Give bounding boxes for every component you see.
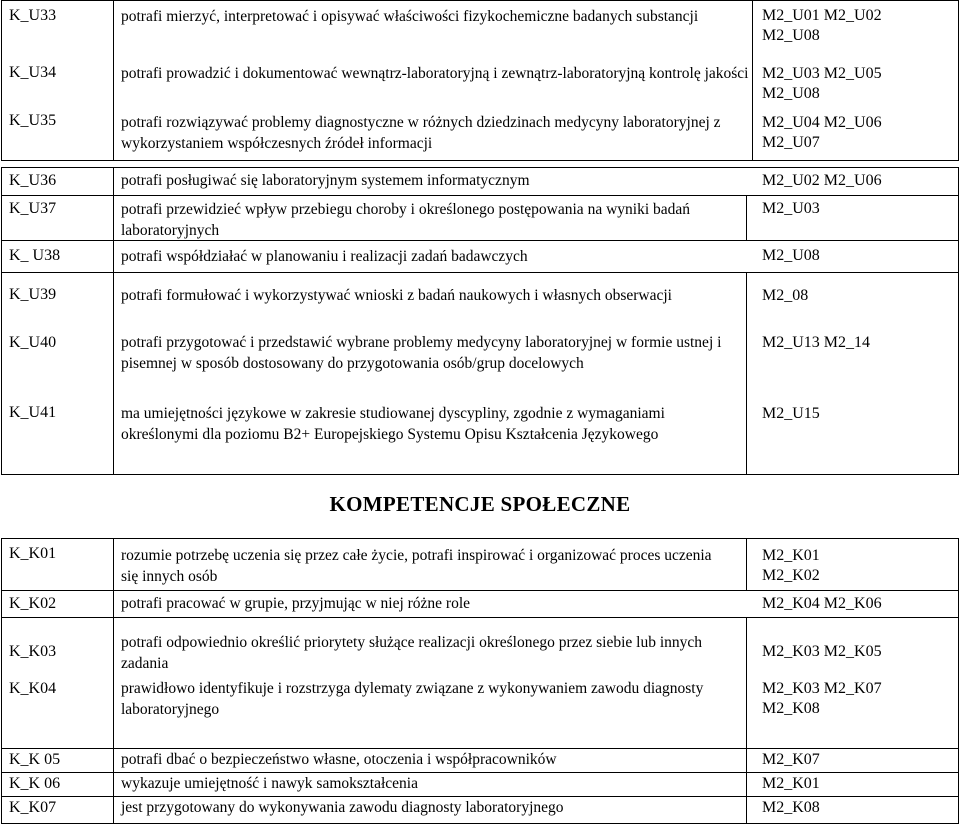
outcome-code: K_U37 <box>9 200 57 217</box>
outcome-description: ma umiejętności językowe w zakresie studiowanej dyscypliny, zgodnie z wymaganiami określonymi dla poziomu B2+ Europejskiego Systemu Opisu Kształcenia Językowego <box>121 405 665 443</box>
outcome-reference: M2_08 <box>762 287 809 304</box>
outcome-code: K_U33 <box>9 7 57 24</box>
outcome-reference: M2_K07 <box>762 751 820 768</box>
outcome-description: potrafi pracować w grupie, przyjmując w niej różne role <box>121 595 471 612</box>
row-divider <box>1 272 959 273</box>
outcome-reference: M2_K08 <box>762 799 820 816</box>
outcome-reference: M2_U03 M2_U05 M2_U08 <box>762 65 882 102</box>
outcome-reference: M2_K01 M2_K02 <box>762 547 820 584</box>
outcome-reference: M2_K04 M2_K06 <box>762 595 882 612</box>
outcome-description: potrafi rozwiązywać problemy diagnostyczne w różnych dziedzinach medycyny laboratoryjnej z wykorzystaniem współczesnych źródeł informacji <box>121 114 721 152</box>
outcome-description: jest przygotowany do wykonywania zawodu diagnosty laboratoryjnego <box>121 799 564 816</box>
outcome-code: K_U40 <box>9 334 57 351</box>
outcome-code: K_K07 <box>9 799 57 816</box>
outcome-code: K_K 05 <box>9 751 61 768</box>
outcome-code: K_U35 <box>9 112 57 129</box>
column-divider <box>746 195 747 240</box>
outcome-reference: M2_K01 <box>762 775 820 792</box>
column-divider <box>113 0 114 161</box>
outcome-description: potrafi formułować i wykorzystywać wnioski z badań naukowych i własnych obserwacji <box>121 287 672 304</box>
outcome-description: potrafi współdziałać w planowaniu i realizacji zadań badawczych <box>121 248 528 265</box>
column-divider <box>113 167 114 475</box>
outcome-code: K_U39 <box>9 286 57 303</box>
outcome-reference: M2_U08 <box>762 247 820 264</box>
column-divider <box>113 538 114 824</box>
outcome-code: K_K01 <box>9 545 57 562</box>
outcome-code: K_U34 <box>9 64 57 81</box>
row-divider <box>1 590 959 591</box>
section-heading: KOMPETENCJE SPOŁECZNE <box>329 492 631 516</box>
outcome-reference: M2_U02 M2_U06 <box>762 172 882 189</box>
column-divider <box>746 617 747 824</box>
outcome-reference: M2_U03 <box>762 200 820 217</box>
outcome-description: potrafi mierzyć, interpretować i opisywać właściwości fizykochemiczne badanych substancji <box>121 8 699 25</box>
outcome-description: wykazuje umiejętność i nawyk samokształcenia <box>121 775 418 792</box>
outcome-description: potrafi przygotować i przedstawić wybrane problemy medycyny laboratoryjnej w formie ustnej i pisemnej w sposób dostosowany do przygotowania osób/grup docelowych <box>121 334 722 372</box>
outcome-reference: M2_U01 M2_U02 M2_U08 <box>762 7 882 44</box>
outcome-reference: M2_U15 <box>762 405 820 422</box>
row-divider <box>1 617 959 618</box>
outcome-description: potrafi prowadzić i dokumentować wewnątrz-laboratoryjną i zewnątrz-laboratoryjną kontrolę jakości <box>121 65 749 82</box>
column-divider <box>752 0 753 161</box>
outcome-description: potrafi odpowiednio określić priorytety służące realizacji określonego przez siebie lub innych zadania <box>121 634 703 672</box>
column-divider <box>746 538 747 590</box>
outcome-description: potrafi dbać o bezpieczeństwo własne, otoczenia i współpracowników <box>121 751 557 768</box>
outcome-description: rozumie potrzebę uczenia się przez całe życie, potrafi inspirować i organizować proces uczenia się innych osób <box>121 547 712 585</box>
outcome-reference: M2_U04 M2_U06 M2_U07 <box>762 114 882 151</box>
outcome-code: K_ U38 <box>9 247 61 264</box>
outcome-description: potrafi posługiwać się laboratoryjnym systemem informatycznym <box>121 172 530 189</box>
outcome-code: K_U41 <box>9 404 57 421</box>
outcome-reference: M2_K03 M2_K05 <box>762 643 882 660</box>
outcome-code: K_U36 <box>9 172 57 189</box>
outcome-reference: M2_U13 M2_14 <box>762 334 871 351</box>
outcome-code: K_K04 <box>9 680 57 697</box>
outcome-code: K_K 06 <box>9 775 61 792</box>
outcome-code: K_K03 <box>9 643 57 660</box>
outcome-code: K_K02 <box>9 595 57 612</box>
outcome-description: prawidłowo identyfikuje i rozstrzyga dylematy związane z wykonywaniem zawodu diagnosty laboratoryjnego <box>121 680 704 718</box>
column-divider <box>746 272 747 475</box>
outcome-reference: M2_K03 M2_K07 M2_K08 <box>762 680 882 717</box>
outcome-description: potrafi przewidzieć wpływ przebiegu choroby i określonego postępowania na wyniki badań laboratoryjnych <box>121 201 691 239</box>
row-divider <box>1 195 959 196</box>
